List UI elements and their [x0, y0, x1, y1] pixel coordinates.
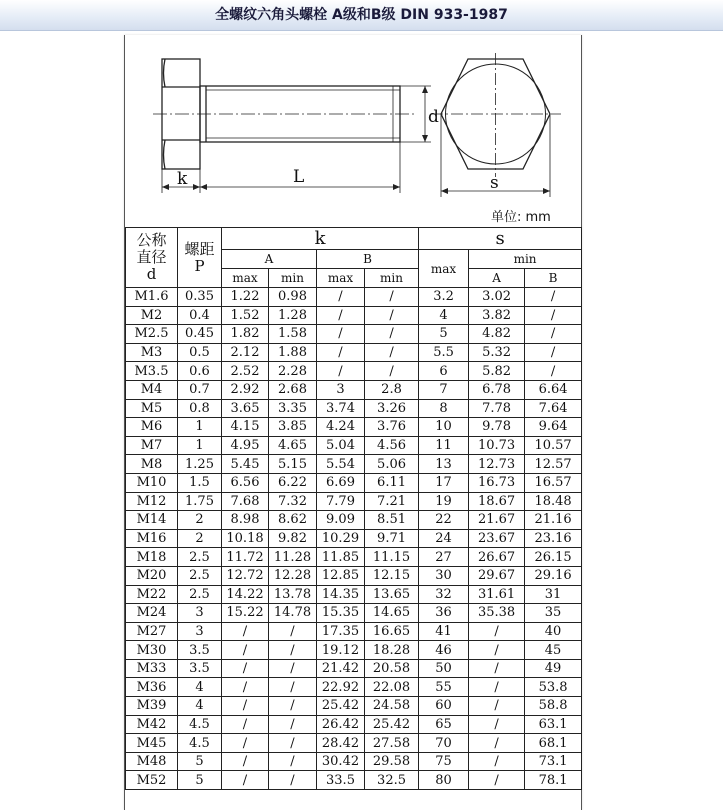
- cell-pitch: 4.5: [178, 734, 222, 753]
- cell-pitch: 0.6: [178, 362, 222, 381]
- cell-s-min-a: /: [469, 659, 525, 678]
- dimension-s-label: s: [490, 173, 499, 193]
- cell-k-a-min: /: [269, 659, 317, 678]
- cell-k-b-min: 4.56: [365, 436, 419, 455]
- cell-k-b-min: 3.76: [365, 418, 419, 437]
- cell-k-b-min: 24.58: [365, 697, 419, 716]
- cell-k-b-max: 19.12: [317, 641, 365, 660]
- cell-k-a-min: /: [269, 678, 317, 697]
- cell-s-min-b: /: [525, 288, 582, 307]
- cell-pitch: 2: [178, 511, 222, 530]
- cell-s-min-a: 10.73: [469, 436, 525, 455]
- table-row: [126, 343, 582, 362]
- table-row: [126, 585, 582, 604]
- cell-s-min-b: /: [525, 343, 582, 362]
- header-k: k: [222, 228, 419, 250]
- header-k-a-max: max: [222, 269, 269, 288]
- cell-s-min-a: /: [469, 752, 525, 771]
- cell-k-a-max: /: [222, 622, 269, 641]
- cell-k-a-max: 4.95: [222, 436, 269, 455]
- table-row: [126, 622, 582, 641]
- cell-k-a-max: 1.82: [222, 325, 269, 344]
- cell-k-a-min: 2.68: [269, 380, 317, 399]
- cell-k-b-max: 21.42: [317, 659, 365, 678]
- cell-k-a-max: 3.65: [222, 399, 269, 418]
- cell-k-a-min: 12.28: [269, 566, 317, 585]
- cell-pitch: 3: [178, 604, 222, 623]
- cell-s-max: 19: [419, 492, 469, 511]
- cell-s-min-a: 35.38: [469, 604, 525, 623]
- cell-s-min-b: 58.8: [525, 697, 582, 716]
- cell-k-a-max: 2.92: [222, 380, 269, 399]
- cell-k-a-max: 12.72: [222, 566, 269, 585]
- dimension-L-label: L: [293, 167, 305, 187]
- cell-d: M1.6: [126, 288, 178, 307]
- table-row: [126, 306, 582, 325]
- cell-k-a-min: 0.98: [269, 288, 317, 307]
- cell-k-a-min: 7.32: [269, 492, 317, 511]
- cell-k-a-max: 6.56: [222, 473, 269, 492]
- cell-k-b-min: 25.42: [365, 715, 419, 734]
- cell-s-min-b: 49: [525, 659, 582, 678]
- cell-s-min-a: 7.78: [469, 399, 525, 418]
- cell-k-a-min: /: [269, 752, 317, 771]
- cell-s-min-b: 78.1: [525, 771, 582, 790]
- table-row: [126, 436, 582, 455]
- cell-s-max: 13: [419, 455, 469, 474]
- cell-k-b-max: /: [317, 306, 365, 325]
- cell-s-min-a: /: [469, 771, 525, 790]
- table-row: [126, 752, 582, 771]
- cell-k-b-max: 6.69: [317, 473, 365, 492]
- cell-k-a-max: 1.52: [222, 306, 269, 325]
- cell-k-b-min: 12.15: [365, 566, 419, 585]
- cell-k-b-min: 14.65: [365, 604, 419, 623]
- table-row: [126, 771, 582, 790]
- cell-d: M3.5: [126, 362, 178, 381]
- cell-s-max: 55: [419, 678, 469, 697]
- cell-k-a-max: 7.68: [222, 492, 269, 511]
- cell-k-a-min: 3.35: [269, 399, 317, 418]
- cell-s-max: 7: [419, 380, 469, 399]
- table-row: [126, 362, 582, 381]
- cell-k-b-max: 28.42: [317, 734, 365, 753]
- cell-k-b-max: /: [317, 288, 365, 307]
- cell-s-min-a: /: [469, 641, 525, 660]
- cell-k-b-max: 5.54: [317, 455, 365, 474]
- cell-d: M20: [126, 566, 178, 585]
- cell-s-max: 4: [419, 306, 469, 325]
- cell-k-b-min: 7.21: [365, 492, 419, 511]
- table-row: [126, 659, 582, 678]
- table-row: [126, 511, 582, 530]
- cell-k-b-max: 15.35: [317, 604, 365, 623]
- cell-pitch: 0.4: [178, 306, 222, 325]
- cell-s-min-b: 12.57: [525, 455, 582, 474]
- cell-k-a-max: /: [222, 641, 269, 660]
- cell-k-b-max: 14.35: [317, 585, 365, 604]
- unit-label: 单位: mm: [491, 210, 551, 225]
- cell-s-min-a: 3.02: [469, 288, 525, 307]
- cell-k-a-min: 1.28: [269, 306, 317, 325]
- cell-k-a-max: 1.22: [222, 288, 269, 307]
- cell-d: M27: [126, 622, 178, 641]
- cell-k-a-max: /: [222, 771, 269, 790]
- table-row: [126, 566, 582, 585]
- cell-s-max: 36: [419, 604, 469, 623]
- cell-d: M12: [126, 492, 178, 511]
- cell-s-min-a: 5.82: [469, 362, 525, 381]
- table-row: [126, 529, 582, 548]
- cell-s-min-a: 16.73: [469, 473, 525, 492]
- cell-s-min-b: 7.64: [525, 399, 582, 418]
- cell-d: M33: [126, 659, 178, 678]
- cell-k-a-min: 8.62: [269, 511, 317, 530]
- cell-k-b-min: 3.26: [365, 399, 419, 418]
- page-title: 全螺纹六角头螺栓 A级和B级 DIN 933-1987: [215, 7, 508, 23]
- cell-pitch: 2: [178, 529, 222, 548]
- cell-s-min-b: 29.16: [525, 566, 582, 585]
- cell-k-b-max: 22.92: [317, 678, 365, 697]
- table-row: [126, 492, 582, 511]
- cell-k-a-max: /: [222, 697, 269, 716]
- cell-s-min-a: 12.73: [469, 455, 525, 474]
- cell-s-max: 5: [419, 325, 469, 344]
- cell-pitch: 0.35: [178, 288, 222, 307]
- cell-k-b-min: 2.8: [365, 380, 419, 399]
- cell-k-b-max: 3: [317, 380, 365, 399]
- cell-s-min-b: 45: [525, 641, 582, 660]
- table-row: [126, 473, 582, 492]
- cell-pitch: 4: [178, 678, 222, 697]
- cell-k-b-max: 9.09: [317, 511, 365, 530]
- dimension-d-label: d: [428, 107, 439, 127]
- table-row: [126, 418, 582, 437]
- cell-d: M4: [126, 380, 178, 399]
- cell-k-a-max: 2.12: [222, 343, 269, 362]
- cell-k-b-min: 13.65: [365, 585, 419, 604]
- cell-k-a-max: /: [222, 659, 269, 678]
- cell-k-b-min: 29.58: [365, 752, 419, 771]
- cell-s-min-a: 31.61: [469, 585, 525, 604]
- cell-pitch: 3.5: [178, 659, 222, 678]
- table-row: [126, 455, 582, 474]
- cell-k-b-max: 25.42: [317, 697, 365, 716]
- cell-s-min-a: /: [469, 734, 525, 753]
- cell-d: M16: [126, 529, 178, 548]
- cell-k-b-max: 30.42: [317, 752, 365, 771]
- cell-d: M22: [126, 585, 178, 604]
- cell-k-a-min: 11.28: [269, 548, 317, 567]
- cell-pitch: 3: [178, 622, 222, 641]
- table-row: [126, 697, 582, 716]
- cell-k-b-max: /: [317, 325, 365, 344]
- cell-k-b-min: 6.11: [365, 473, 419, 492]
- cell-s-max: 3.2: [419, 288, 469, 307]
- cell-s-min-b: 63.1: [525, 715, 582, 734]
- cell-s-min-b: 40: [525, 622, 582, 641]
- cell-s-max: 27: [419, 548, 469, 567]
- cell-k-a-min: 9.82: [269, 529, 317, 548]
- cell-s-max: 50: [419, 659, 469, 678]
- cell-k-a-min: 2.28: [269, 362, 317, 381]
- cell-d: M2: [126, 306, 178, 325]
- cell-s-max: 8: [419, 399, 469, 418]
- cell-k-b-max: 33.5: [317, 771, 365, 790]
- cell-s-min-a: 6.78: [469, 380, 525, 399]
- cell-k-b-max: 5.04: [317, 436, 365, 455]
- table-row: [126, 604, 582, 623]
- cell-d: M42: [126, 715, 178, 734]
- cell-pitch: 4.5: [178, 715, 222, 734]
- cell-d: M8: [126, 455, 178, 474]
- cell-s-max: 46: [419, 641, 469, 660]
- table-row: [126, 325, 582, 344]
- cell-pitch: 1: [178, 418, 222, 437]
- header-pitch: 螺距 P: [178, 228, 222, 288]
- cell-d: M52: [126, 771, 178, 790]
- cell-d: M39: [126, 697, 178, 716]
- cell-k-a-min: 6.22: [269, 473, 317, 492]
- table-row: [126, 399, 582, 418]
- cell-d: M48: [126, 752, 178, 771]
- cell-d: M10: [126, 473, 178, 492]
- cell-k-b-min: 9.71: [365, 529, 419, 548]
- cell-k-b-max: 11.85: [317, 548, 365, 567]
- cell-k-a-min: 5.15: [269, 455, 317, 474]
- cell-s-min-a: 26.67: [469, 548, 525, 567]
- cell-k-a-min: 1.88: [269, 343, 317, 362]
- cell-s-min-a: 21.67: [469, 511, 525, 530]
- cell-s-min-a: 18.67: [469, 492, 525, 511]
- cell-k-b-max: 12.85: [317, 566, 365, 585]
- cell-k-b-min: 32.5: [365, 771, 419, 790]
- spec-document: [124, 35, 582, 810]
- cell-pitch: 4: [178, 697, 222, 716]
- cell-s-min-a: 9.78: [469, 418, 525, 437]
- cell-s-max: 80: [419, 771, 469, 790]
- cell-k-b-min: /: [365, 288, 419, 307]
- cell-s-max: 75: [419, 752, 469, 771]
- cell-s-min-b: 23.16: [525, 529, 582, 548]
- cell-k-b-min: 5.06: [365, 455, 419, 474]
- cell-s-min-b: 31: [525, 585, 582, 604]
- cell-k-a-min: /: [269, 622, 317, 641]
- spec-table-body: [126, 288, 582, 790]
- cell-s-min-b: 68.1: [525, 734, 582, 753]
- cell-s-min-b: 21.16: [525, 511, 582, 530]
- cell-pitch: 1.5: [178, 473, 222, 492]
- bolt-drawing: [125, 35, 581, 225]
- cell-k-b-min: /: [365, 343, 419, 362]
- cell-pitch: 0.5: [178, 343, 222, 362]
- cell-s-max: 11: [419, 436, 469, 455]
- cell-k-b-max: 26.42: [317, 715, 365, 734]
- cell-s-max: 6: [419, 362, 469, 381]
- cell-pitch: 1.75: [178, 492, 222, 511]
- cell-s-max: 30: [419, 566, 469, 585]
- cell-pitch: 0.45: [178, 325, 222, 344]
- table-row: [126, 678, 582, 697]
- cell-pitch: 5: [178, 752, 222, 771]
- cell-s-min-a: /: [469, 678, 525, 697]
- cell-s-min-b: /: [525, 306, 582, 325]
- cell-s-max: 22: [419, 511, 469, 530]
- cell-k-a-min: 13.78: [269, 585, 317, 604]
- header-s-min: min: [469, 250, 582, 269]
- cell-s-min-a: /: [469, 622, 525, 641]
- dimension-k-label: k: [177, 169, 188, 189]
- cell-s-min-b: 9.64: [525, 418, 582, 437]
- cell-k-b-max: 3.74: [317, 399, 365, 418]
- cell-d: M24: [126, 604, 178, 623]
- header-nominal-diameter: 公称 直径 d: [126, 228, 178, 288]
- cell-k-a-max: /: [222, 752, 269, 771]
- cell-k-a-min: /: [269, 715, 317, 734]
- cell-s-min-b: 16.57: [525, 473, 582, 492]
- cell-pitch: 3.5: [178, 641, 222, 660]
- cell-k-a-min: 3.85: [269, 418, 317, 437]
- cell-k-b-min: 8.51: [365, 511, 419, 530]
- cell-d: M18: [126, 548, 178, 567]
- header-s: s: [419, 228, 582, 250]
- spec-table-header: [126, 228, 582, 288]
- cell-s-max: 5.5: [419, 343, 469, 362]
- cell-s-max: 65: [419, 715, 469, 734]
- cell-k-a-max: 4.15: [222, 418, 269, 437]
- cell-s-min-b: 53.8: [525, 678, 582, 697]
- table-row: [126, 734, 582, 753]
- cell-pitch: 2.5: [178, 548, 222, 567]
- header-k-b-min: min: [365, 269, 419, 288]
- cell-s-min-a: 23.67: [469, 529, 525, 548]
- header-k-b-max: max: [317, 269, 365, 288]
- table-row: [126, 641, 582, 660]
- cell-k-b-max: 17.35: [317, 622, 365, 641]
- cell-s-min-b: /: [525, 325, 582, 344]
- table-row: [126, 548, 582, 567]
- cell-k-b-max: /: [317, 362, 365, 381]
- cell-d: M2.5: [126, 325, 178, 344]
- cell-k-a-min: 14.78: [269, 604, 317, 623]
- cell-s-min-b: 10.57: [525, 436, 582, 455]
- cell-k-a-min: /: [269, 771, 317, 790]
- cell-s-max: 70: [419, 734, 469, 753]
- cell-k-b-min: 20.58: [365, 659, 419, 678]
- cell-k-b-min: 16.65: [365, 622, 419, 641]
- header-s-min-a: A: [469, 269, 525, 288]
- cell-k-a-min: /: [269, 641, 317, 660]
- table-row: [126, 288, 582, 307]
- cell-pitch: 0.7: [178, 380, 222, 399]
- cell-k-a-min: 1.58: [269, 325, 317, 344]
- cell-k-b-max: /: [317, 343, 365, 362]
- cell-k-b-min: /: [365, 306, 419, 325]
- cell-s-min-a: /: [469, 697, 525, 716]
- cell-d: M3: [126, 343, 178, 362]
- cell-k-b-max: 4.24: [317, 418, 365, 437]
- cell-s-min-b: 6.64: [525, 380, 582, 399]
- cell-s-min-a: 3.82: [469, 306, 525, 325]
- cell-d: M6: [126, 418, 178, 437]
- cell-s-max: 10: [419, 418, 469, 437]
- cell-pitch: 1.25: [178, 455, 222, 474]
- table-row: [126, 715, 582, 734]
- cell-s-min-b: 35: [525, 604, 582, 623]
- cell-d: M5: [126, 399, 178, 418]
- cell-s-min-a: 4.82: [469, 325, 525, 344]
- cell-k-b-min: 27.58: [365, 734, 419, 753]
- cell-k-b-min: 11.15: [365, 548, 419, 567]
- cell-s-min-b: 26.15: [525, 548, 582, 567]
- cell-k-b-min: /: [365, 325, 419, 344]
- cell-k-a-max: 14.22: [222, 585, 269, 604]
- cell-k-b-min: 22.08: [365, 678, 419, 697]
- cell-s-max: 60: [419, 697, 469, 716]
- cell-k-a-max: 11.72: [222, 548, 269, 567]
- cell-k-a-max: 5.45: [222, 455, 269, 474]
- cell-k-b-min: /: [365, 362, 419, 381]
- cell-d: M30: [126, 641, 178, 660]
- cell-k-a-min: 4.65: [269, 436, 317, 455]
- cell-d: M14: [126, 511, 178, 530]
- header-k-a-min: min: [269, 269, 317, 288]
- cell-s-max: 17: [419, 473, 469, 492]
- cell-s-min-b: /: [525, 362, 582, 381]
- cell-pitch: 2.5: [178, 585, 222, 604]
- cell-pitch: 2.5: [178, 566, 222, 585]
- cell-d: M7: [126, 436, 178, 455]
- cell-pitch: 5: [178, 771, 222, 790]
- header-k-grade-a: A: [222, 250, 317, 269]
- cell-s-min-b: 18.48: [525, 492, 582, 511]
- header-s-max: max: [419, 250, 469, 288]
- cell-k-a-max: /: [222, 715, 269, 734]
- table-row: [126, 380, 582, 399]
- cell-k-b-max: 10.29: [317, 529, 365, 548]
- cell-k-a-max: 10.18: [222, 529, 269, 548]
- cell-k-a-min: /: [269, 734, 317, 753]
- cell-s-min-a: 29.67: [469, 566, 525, 585]
- cell-k-b-min: 18.28: [365, 641, 419, 660]
- spec-table: [125, 227, 582, 790]
- cell-k-b-max: 7.79: [317, 492, 365, 511]
- cell-k-a-max: 2.52: [222, 362, 269, 381]
- cell-d: M36: [126, 678, 178, 697]
- cell-k-a-max: /: [222, 678, 269, 697]
- cell-s-max: 24: [419, 529, 469, 548]
- cell-s-min-b: 73.1: [525, 752, 582, 771]
- header-k-grade-b: B: [317, 250, 419, 269]
- header-s-min-b: B: [525, 269, 582, 288]
- cell-k-a-max: 8.98: [222, 511, 269, 530]
- cell-d: M45: [126, 734, 178, 753]
- cell-k-a-max: 15.22: [222, 604, 269, 623]
- cell-s-max: 32: [419, 585, 469, 604]
- cell-s-max: 41: [419, 622, 469, 641]
- cell-pitch: 1: [178, 436, 222, 455]
- cell-s-min-a: /: [469, 715, 525, 734]
- cell-k-a-max: /: [222, 734, 269, 753]
- cell-pitch: 0.8: [178, 399, 222, 418]
- cell-k-a-min: /: [269, 697, 317, 716]
- cell-s-min-a: 5.32: [469, 343, 525, 362]
